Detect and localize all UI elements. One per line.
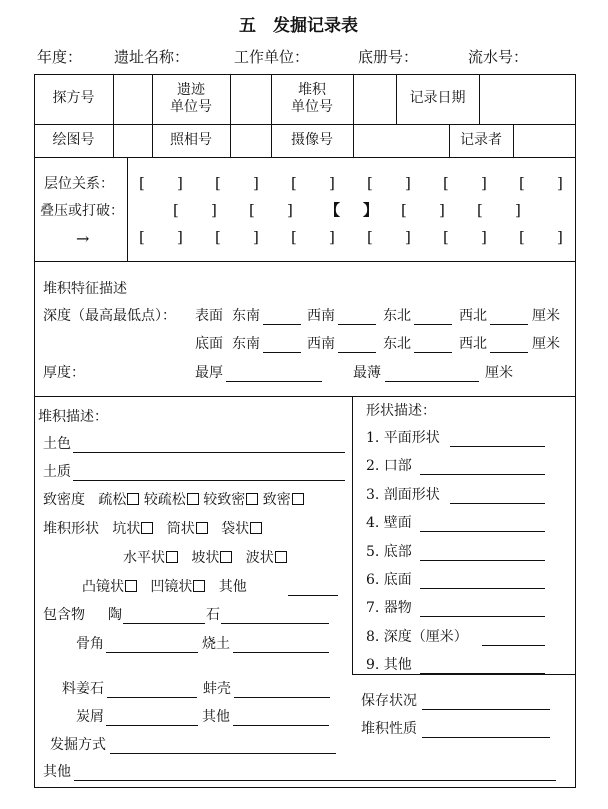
- bracket-close: ]: [329, 228, 335, 246]
- blank-line: [263, 324, 301, 325]
- bag-checkbox[interactable]: [250, 522, 262, 534]
- photo-no-label: 照相号: [170, 131, 212, 148]
- blank-line: [110, 753, 336, 754]
- wave-checkbox[interactable]: [275, 551, 287, 563]
- serial-no-label: 流水号：: [468, 48, 529, 66]
- shape-row-1: 堆积形状 坑状 筒状 袋状: [43, 522, 262, 536]
- shape-item-label: 9. 其他: [366, 657, 412, 674]
- shape-col: [352, 396, 353, 674]
- bracket-open: [: [367, 228, 373, 246]
- base-no-label: 底册号：: [358, 48, 419, 66]
- strata-relation-label: 层位关系：: [44, 176, 114, 192]
- shape-item-label: 2. 口部: [366, 458, 412, 475]
- bracket-open: [: [215, 174, 221, 192]
- shape-heading: 形状描述：: [366, 403, 436, 419]
- blank-line: [74, 780, 556, 781]
- shape-item-label: 6. 底面: [366, 572, 412, 588]
- bracket-close: ]: [253, 228, 259, 246]
- year-label: 年度：: [37, 48, 83, 66]
- bracket-close: ]: [405, 174, 411, 192]
- bracket-open: [: [291, 174, 297, 192]
- deposit-unit-label: 堆积 单位号: [291, 81, 333, 115]
- bracket-close: ]: [177, 228, 183, 246]
- convex-checkbox[interactable]: [125, 580, 137, 592]
- density-row: 致密度 疏松 较疏松 较致密 致密: [43, 493, 304, 507]
- blank-line: [338, 324, 376, 325]
- blank-line: [73, 480, 345, 481]
- tube-checkbox[interactable]: [196, 522, 208, 534]
- se-label: 东南: [232, 336, 260, 352]
- bracket-close: ]: [405, 228, 411, 246]
- soil-color-label: 土色: [43, 436, 71, 452]
- depth-label: 深度（最高最低点）：: [43, 308, 176, 324]
- relic-unit-label: 遗迹 单位号: [170, 81, 212, 115]
- thinnest-label: 最薄: [353, 365, 381, 381]
- bracket-close: ]: [329, 174, 335, 192]
- strata-divider: [34, 261, 576, 262]
- bracket-open: [: [139, 174, 145, 192]
- fairly-dense-checkbox[interactable]: [246, 493, 258, 505]
- bracket-open: [: [519, 228, 525, 246]
- se-label: 东南: [232, 308, 260, 324]
- loose-checkbox[interactable]: [127, 493, 139, 505]
- row1-col: [230, 74, 231, 124]
- shell-label: 蚌壳: [203, 681, 231, 697]
- blank-line: [106, 652, 198, 653]
- row2-col: [513, 124, 514, 157]
- blank-line: [450, 446, 545, 447]
- strata-col: [127, 157, 128, 261]
- bracket-close: ]: [481, 174, 487, 192]
- blank-line: [490, 352, 528, 353]
- unit-label: 厘米: [485, 365, 513, 381]
- shape-item-label: 3. 剖面形状: [366, 486, 440, 503]
- pit-checkbox[interactable]: [141, 522, 153, 534]
- calcareous-label: 料姜石: [62, 681, 104, 697]
- charcoal-label: 炭屑: [76, 709, 104, 725]
- features-divider: [34, 396, 576, 397]
- concave-checkbox[interactable]: [193, 580, 205, 592]
- shape-item-label: 5. 底部: [366, 543, 412, 560]
- blank-line: [482, 645, 545, 646]
- blank-line: [263, 352, 301, 353]
- shape-item-label: 1. 平面形状: [366, 430, 440, 446]
- blank-line: [234, 697, 330, 698]
- blank-line: [420, 673, 545, 674]
- recorder-label: 记录者: [460, 131, 502, 148]
- row1-col: [353, 74, 354, 124]
- video-no-label: 摄像号: [291, 131, 333, 148]
- record-date-label: 记录日期: [409, 90, 466, 107]
- blank-line: [414, 324, 452, 325]
- stone-label: 石: [206, 607, 220, 623]
- row2-divider: [34, 157, 576, 158]
- unit-label: 厘米: [532, 336, 560, 352]
- row2-col: [353, 124, 354, 157]
- fairly-loose-checkbox[interactable]: [187, 493, 199, 505]
- blank-line: [338, 352, 376, 353]
- blank-line: [107, 697, 197, 698]
- blank-line: [450, 503, 545, 504]
- bracket-close: ]: [211, 201, 217, 219]
- slope-checkbox[interactable]: [220, 551, 232, 563]
- blank-line: [414, 352, 452, 353]
- bracket-open: 【: [325, 201, 341, 219]
- ne-label: 东北: [383, 308, 411, 324]
- arrow-label: →: [76, 229, 90, 248]
- blank-line: [226, 381, 322, 382]
- unit-label: 厘米: [532, 308, 560, 324]
- page-title: 五 发掘记录表: [239, 16, 358, 36]
- row2-col: [230, 124, 231, 157]
- blank-line: [106, 725, 198, 726]
- bracket-close: ]: [253, 174, 259, 192]
- blank-line: [422, 709, 550, 710]
- bracket-open: [: [443, 174, 449, 192]
- dense-checkbox[interactable]: [292, 493, 304, 505]
- bracket-close: ]: [177, 174, 183, 192]
- bracket-open: [: [139, 228, 145, 246]
- horizontal-checkbox[interactable]: [166, 551, 178, 563]
- blank-line: [490, 324, 528, 325]
- blank-line: [385, 381, 479, 382]
- bracket-open: [: [249, 201, 255, 219]
- bone-label: 骨角: [76, 636, 104, 652]
- shape-item-label: 8. 深度（厘米）: [366, 628, 468, 645]
- drawing-no-label: 绘图号: [52, 131, 95, 148]
- bracket-open: [: [215, 228, 221, 246]
- bracket-close: ]: [439, 201, 445, 219]
- thickness-label: 厚度：: [43, 365, 85, 381]
- nature-label: 堆积性质: [361, 721, 417, 737]
- bracket-close: ]: [287, 201, 293, 219]
- blank-line: [123, 623, 205, 624]
- pottery-label: 陶: [108, 607, 122, 623]
- blank-line: [288, 595, 338, 596]
- row2-col: [113, 124, 114, 157]
- contains-label: 包含物: [43, 607, 85, 623]
- method-label: 发掘方式: [50, 737, 106, 753]
- bracket-open: [: [443, 228, 449, 246]
- nw-label: 西北: [459, 336, 487, 352]
- blank-line: [73, 452, 345, 453]
- features-heading: 堆积特征描述: [43, 281, 127, 297]
- thickest-label: 最厚: [195, 365, 223, 381]
- nw-label: 西北: [459, 308, 487, 324]
- soil-texture-label: 土质: [43, 464, 71, 480]
- burnt-soil-label: 烧土: [202, 636, 230, 652]
- bracket-open: [: [367, 174, 373, 192]
- preservation-label: 保存状况: [361, 693, 417, 709]
- bracket-open: [: [401, 201, 407, 219]
- other2-label: 其他: [202, 709, 230, 725]
- row1-col: [113, 74, 114, 124]
- blank-line: [422, 737, 550, 738]
- shape-item-label: 4. 壁面: [366, 515, 412, 532]
- blank-line: [420, 474, 545, 475]
- bracket-close: ]: [515, 201, 521, 219]
- blank-line: [420, 531, 545, 532]
- shape-row-3: 凸镜状 凹镜状 其他: [82, 579, 247, 595]
- blank-line: [233, 652, 329, 653]
- other-bottom-label: 其他: [43, 764, 71, 780]
- sw-label: 西南: [307, 336, 335, 352]
- bracket-close: 】: [363, 201, 379, 219]
- blank-line: [221, 623, 329, 624]
- work-unit-label: 工作单位：: [234, 48, 310, 66]
- bracket-close: ]: [557, 228, 563, 246]
- row1-col: [479, 74, 480, 124]
- bracket-open: [: [173, 201, 179, 219]
- bracket-close: ]: [481, 228, 487, 246]
- overlap-label: 叠压或打破：: [40, 203, 124, 219]
- form-frame: [34, 74, 576, 788]
- blank-line: [420, 560, 545, 561]
- sw-label: 西南: [307, 308, 335, 324]
- shape-row-2: 水平状 坡状 波状: [123, 551, 287, 565]
- bracket-close: ]: [557, 174, 563, 192]
- bracket-open: [: [291, 228, 297, 246]
- bracket-open: [: [477, 201, 483, 219]
- probe-no-label: 探方号: [52, 90, 95, 107]
- blank-line: [420, 588, 545, 589]
- shape-item-label: 7. 器物: [366, 600, 412, 617]
- ne-label: 东北: [383, 336, 411, 352]
- site-name-label: 遗址名称：: [114, 48, 190, 66]
- deposit-heading: 堆积描述：: [38, 409, 108, 425]
- bracket-open: [: [519, 174, 525, 192]
- blank-line: [420, 616, 545, 617]
- blank-line: [233, 725, 329, 726]
- surface-label: 表面: [195, 308, 223, 324]
- bottom-label: 底面: [195, 336, 223, 352]
